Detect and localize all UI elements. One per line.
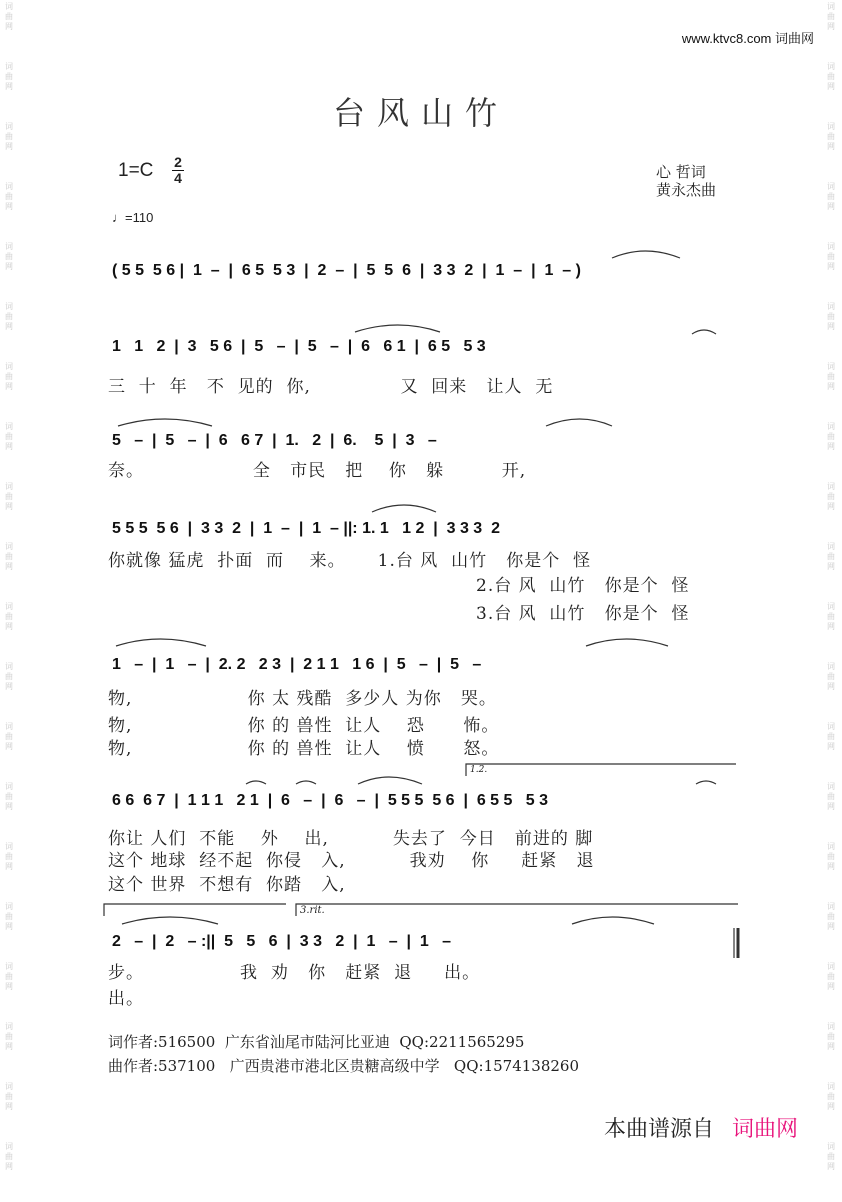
watermark-glyphs: 词 曲 网 [5, 902, 13, 931]
score-line-2-notes: 1 1 2 | 3 5 6 | 5 – | 5 – | 6 6 1 | 6 5 5 3 [112, 338, 486, 355]
lyricist-credit: 心 哲词 [656, 163, 706, 181]
song-title: 台风山竹 [332, 94, 509, 132]
score-line-3-notes: 5 – | 5 – | 6 6 7 | 1. 2 | 6. 5 | 3 – [112, 432, 437, 449]
watermark-glyphs: 词 曲 网 [5, 182, 13, 211]
watermark-glyphs: 词 曲 网 [5, 482, 13, 511]
watermark-glyphs: 词 曲 网 [5, 842, 13, 871]
slur [246, 781, 266, 784]
watermark-glyphs: 词 曲 网 [827, 1022, 835, 1051]
score-line-5-notes: 1 – | 1 – | 2. 2 2 3 | 2 1 1 1 6 | 5 – | 5 – [112, 656, 482, 673]
slur [116, 639, 206, 646]
volta-bracket [296, 904, 738, 916]
watermark-glyphs: 词 曲 网 [827, 962, 835, 991]
meter-bottom: 4 [174, 170, 182, 186]
source-brand[interactable]: 词曲网 [731, 1116, 798, 1141]
watermark-glyphs: 词 曲 网 [5, 1082, 13, 1111]
watermark-glyphs: 词 曲 网 [827, 362, 835, 391]
watermark-glyphs: 词 曲 网 [5, 662, 13, 691]
volta-1-2-label: 1.2. [470, 765, 488, 775]
meter-top: 2 [174, 154, 182, 170]
score-line-4-lyric-1: 你就像 猛虎 扑面 而 来。 1.台 风 山竹 你是个 怪 [108, 551, 592, 571]
watermark-glyphs: 词 曲 网 [827, 722, 835, 751]
source-label: 本曲谱源自 [603, 1116, 714, 1141]
slur [612, 251, 680, 258]
watermark-glyphs: 词 曲 网 [827, 782, 835, 811]
watermark-glyphs: 词 曲 网 [827, 62, 835, 91]
volta-bracket [104, 904, 286, 916]
slur [296, 781, 316, 784]
watermark-glyphs: 词 曲 网 [827, 302, 835, 331]
watermark-glyphs: 词 曲 网 [827, 602, 835, 631]
source-credit [604, 1112, 798, 1143]
watermark-glyphs: 词 曲 网 [827, 422, 835, 451]
score-line-6-lyric-1: 你让 人们 不能 外 出, 失去了 今日 前进的 脚 [108, 829, 594, 849]
slur [546, 419, 612, 426]
watermark-glyphs: 词 曲 网 [827, 542, 835, 571]
score-line-7-lyric-2: 出。 [108, 989, 144, 1009]
score-line-4-lyric-3: 3.台 风 山竹 你是个 怪 [476, 604, 690, 624]
slur [586, 639, 668, 646]
tempo-marking: ♩=110 [112, 210, 154, 225]
watermark-glyphs: 词 曲 网 [827, 242, 835, 271]
watermark-glyphs: 词 曲 网 [5, 782, 13, 811]
score-line-6-lyric-2: 这个 地球 经不起 你侵 入, 我劝 你 赶紧 退 [108, 851, 595, 871]
watermark-glyphs: 词 曲 网 [827, 662, 835, 691]
watermark-glyphs: 词 曲 网 [827, 482, 835, 511]
site-header[interactable]: www.ktvc8.com 词曲网 [681, 31, 814, 46]
slur [696, 781, 716, 784]
footer-lyricist: 词作者:516500 广东省汕尾市陆河比亚迪 QQ:2211565295 [108, 1033, 525, 1051]
score-line-6-lyric-3: 这个 世界 不想有 你踏 入, [108, 875, 346, 895]
watermark-glyphs: 词 曲 网 [827, 182, 835, 211]
composer-credit: 黄永杰曲 [656, 181, 717, 199]
volta-bracket [466, 764, 736, 776]
slur [122, 917, 218, 924]
slur [372, 505, 436, 512]
watermark-glyphs: 词 曲 网 [827, 1082, 835, 1111]
slur [572, 917, 654, 924]
score-line-7-lyric-1: 步。 我 劝 你 赶紧 退 出。 [108, 963, 481, 983]
slur [692, 330, 716, 334]
watermark-glyphs: 词 曲 网 [5, 722, 13, 751]
watermark-glyphs: 词 曲 网 [5, 302, 13, 331]
watermark-glyphs: 词 曲 网 [5, 362, 13, 391]
score-line-2-lyric: 三 十 年 不 见的 你, 又 回来 让人 无 [108, 377, 554, 397]
slur [118, 419, 212, 426]
watermark-glyphs: 词 曲 网 [5, 2, 13, 31]
watermark-glyphs: 词 曲 网 [5, 1142, 13, 1171]
watermark-glyphs: 词 曲 网 [5, 422, 13, 451]
watermark-glyphs: 词 曲 网 [5, 962, 13, 991]
watermark-glyphs: 词 曲 网 [5, 242, 13, 271]
slur [355, 325, 440, 332]
key-signature: 1=C [118, 160, 154, 181]
score-line-5-lyric-2: 物, 你 的 兽性 让人 恐 怖。 [108, 716, 500, 736]
watermark-glyphs: 词 曲 网 [5, 122, 13, 151]
score-line-1-notes: ( 5 5 5 6 | 1 – | 6 5 5 3 | 2 – | 5 5 6 | 3 3 2 | 1 – | 1 – ) [112, 262, 581, 279]
score-line-4-lyric-2: 2.台 风 山竹 你是个 怪 [476, 576, 690, 596]
footer-composer: 曲作者:537100 广西贵港市港北区贵糖高级中学 QQ:1574138260 [108, 1057, 580, 1075]
watermark-glyphs: 词 曲 网 [5, 602, 13, 631]
watermark-glyphs: 词 曲 网 [5, 1022, 13, 1051]
score-line-6-notes: 6 6 6 7 | 1 1 1 2 1 | 6 – | 6 – | 5 5 5 5 6 | 6 5 5 5 3 [112, 792, 548, 809]
volta-3-label: 3.rit. [300, 905, 325, 916]
watermark-glyphs: 词 曲 网 [5, 542, 13, 571]
score-line-7-notes: 2 – | 2 – :|| 5 5 6 | 3 3 2 | 1 – | 1 – [112, 933, 452, 950]
score-line-5-lyric-1: 物, 你 太 残酷 多少人 为你 哭。 [108, 689, 497, 709]
watermark-glyphs: 词 曲 网 [827, 122, 835, 151]
watermark-glyphs: 词 曲 网 [827, 842, 835, 871]
score-line-4-notes: 5 5 5 5 6 | 3 3 2 | 1 – | 1 – ||: 1. 1 1 2 | 3 3 3 2 [112, 520, 500, 537]
watermark-glyphs: 词 曲 网 [827, 2, 835, 31]
watermark-glyphs: 词 曲 网 [827, 1142, 835, 1171]
score-line-3-lyric: 奈。 全 市民 把 你 躲 开, [108, 461, 527, 481]
slur [358, 777, 422, 784]
watermark-glyphs: 词 曲 网 [827, 902, 835, 931]
watermark-glyphs: 词 曲 网 [5, 62, 13, 91]
score-line-5-lyric-3: 物, 你 的 兽性 让人 愤 怒。 [108, 739, 500, 759]
